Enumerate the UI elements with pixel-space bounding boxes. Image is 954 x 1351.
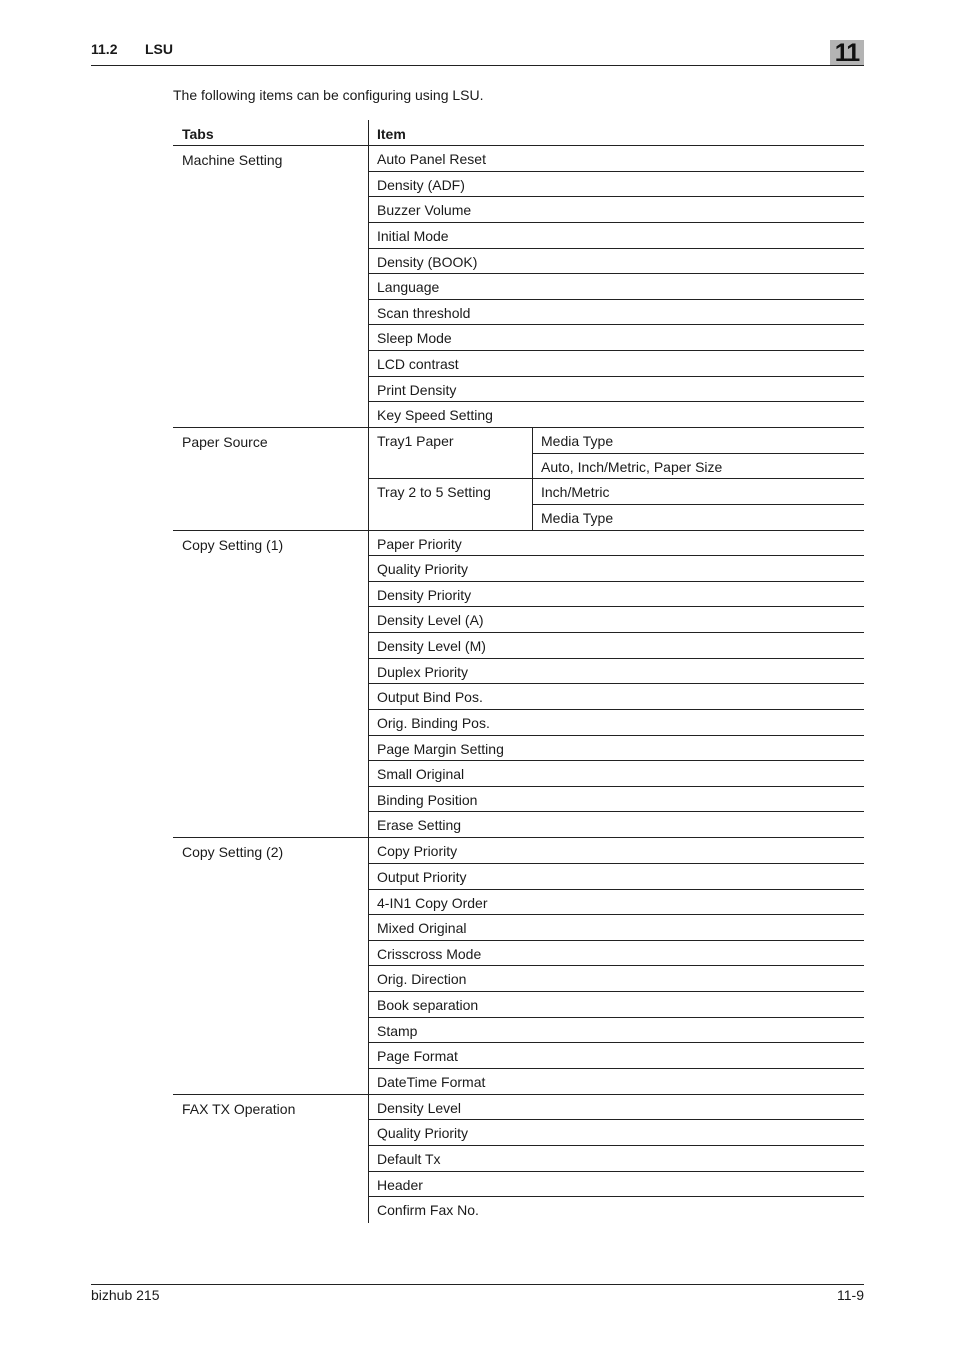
table-row: [368, 1069, 864, 1095]
table-row: [368, 633, 864, 659]
item-label: Density Priority: [377, 586, 472, 603]
item-label: Book separation: [377, 997, 479, 1013]
item-label: Copy Priority: [377, 843, 458, 860]
table-row: [368, 249, 864, 275]
table-row: [368, 607, 864, 633]
item-label: Small Original: [377, 766, 465, 783]
item-label: Confirm Fax No.: [377, 1202, 479, 1219]
table-group: [173, 146, 864, 428]
item-label: Binding Position: [377, 791, 478, 808]
chapter-badge: 11: [830, 40, 864, 65]
table-row: [368, 300, 864, 326]
table-row: [368, 736, 864, 762]
item-label: Language: [377, 279, 440, 296]
col-item-header: Item: [377, 126, 406, 142]
table-row: [368, 915, 864, 941]
sub-block: [368, 479, 864, 530]
table-row: [368, 812, 864, 838]
item-label: Duplex Priority: [377, 663, 469, 680]
tab-label: Paper Source: [182, 434, 268, 451]
section-number: 11.2: [91, 41, 118, 57]
item-label: Key Speed Setting: [377, 407, 493, 424]
table-row: [368, 1197, 864, 1223]
item-label: Quality Priority: [377, 1125, 469, 1142]
item-label: Orig. Direction: [377, 971, 467, 988]
table-row: [368, 1043, 864, 1069]
table-row: [368, 531, 864, 557]
footer-product: bizhub 215: [91, 1287, 160, 1303]
sub-block: [368, 428, 864, 479]
item-label: Density (ADF): [377, 176, 465, 193]
intro-text: The following items can be configuring using LSU.: [173, 87, 484, 103]
item-label: Density Level (M): [377, 638, 486, 655]
table-row: [368, 684, 864, 710]
footer-rule: [91, 1284, 864, 1285]
table-row: [368, 582, 864, 608]
table-row: [368, 864, 864, 890]
tab-label: Copy Setting (2): [182, 844, 284, 861]
table-group: [173, 1095, 864, 1223]
table-row: [368, 659, 864, 685]
table-row: [368, 941, 864, 967]
col-tabs-header: Tabs: [182, 126, 214, 142]
item-label: Default Tx: [377, 1150, 441, 1167]
item-label: Page Margin Setting: [377, 740, 504, 757]
item-label: Erase Setting: [377, 817, 462, 834]
item-label: Initial Mode: [377, 227, 449, 244]
table-row: [368, 992, 864, 1018]
table-row: [368, 146, 864, 172]
table-row: [368, 377, 864, 403]
table-group: [173, 838, 864, 1094]
table-row: [368, 172, 864, 198]
table-header-row: [173, 120, 864, 146]
item-label: Print Density: [377, 381, 457, 398]
sub-label: Tray 2 to 5 Setting: [377, 484, 491, 501]
table-row: [368, 1120, 864, 1146]
table-group: [173, 428, 864, 531]
sub-value: Auto, Inch/Metric, Paper Size: [541, 458, 723, 475]
item-label: Orig. Binding Pos.: [377, 714, 490, 731]
footer-page: 11-9: [837, 1287, 864, 1303]
item-label: Scan threshold: [377, 304, 471, 321]
item-label: LCD contrast: [377, 356, 459, 372]
item-label: 4-IN1 Copy Order: [377, 894, 488, 911]
item-label: Page Format: [377, 1048, 458, 1065]
table-row: [368, 890, 864, 916]
table-row: [368, 223, 864, 249]
item-label: Stamp: [377, 1022, 418, 1039]
item-label: Buzzer Volume: [377, 202, 472, 219]
tab-label: FAX TX Operation: [182, 1100, 296, 1117]
table-row: [368, 1095, 864, 1121]
table-row: [368, 966, 864, 992]
item-label: Auto Panel Reset: [377, 151, 486, 167]
table-group: [173, 531, 864, 839]
lsu-table: [173, 120, 864, 1223]
sub-value: Media Type: [541, 433, 614, 450]
item-label: Paper Priority: [377, 535, 462, 552]
item-label: Sleep Mode: [377, 330, 452, 347]
sub-value: Media Type: [541, 509, 614, 526]
item-label: DateTime Format: [377, 1073, 486, 1090]
item-label: Header: [377, 1176, 423, 1193]
item-label: Output Priority: [377, 868, 467, 885]
table-row: [368, 325, 864, 351]
table-row: [368, 838, 864, 864]
table-row: [368, 197, 864, 223]
table-row: [368, 1018, 864, 1044]
sub-label: Tray1 Paper: [377, 433, 454, 450]
table-row: [368, 402, 864, 428]
column-divider: [368, 120, 369, 1223]
item-label: Mixed Original: [377, 920, 467, 937]
section-title: LSU: [145, 41, 173, 57]
header-rule: [91, 65, 864, 66]
item-label: Crisscross Mode: [377, 945, 482, 962]
table-row: [368, 1146, 864, 1172]
item-label: Density (BOOK): [377, 253, 478, 270]
table-row: [368, 274, 864, 300]
item-label: Density Level (A): [377, 612, 484, 629]
tab-label: Machine Setting: [182, 152, 283, 168]
table-row: [368, 710, 864, 736]
item-label: Output Bind Pos.: [377, 689, 483, 706]
item-label: Density Level: [377, 1099, 462, 1116]
table-row: [368, 761, 864, 787]
table-row: [368, 787, 864, 813]
table-row: [368, 1172, 864, 1198]
table-row: [368, 351, 864, 377]
tab-label: Copy Setting (1): [182, 536, 284, 553]
item-label: Quality Priority: [377, 561, 469, 578]
table-row: [368, 556, 864, 582]
sub-value: Inch/Metric: [541, 484, 610, 501]
